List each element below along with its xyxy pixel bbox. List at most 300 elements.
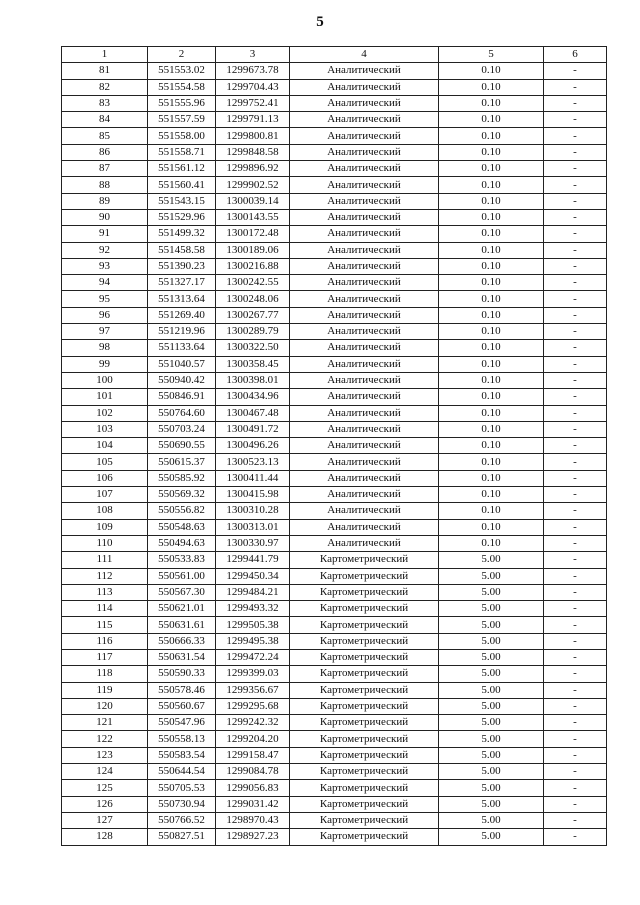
table-row <box>62 421 607 437</box>
point-number-cell: 84 <box>62 112 148 128</box>
point-number-cell: 114 <box>62 601 148 617</box>
y-coordinate-cell: 1300313.01 <box>216 519 290 535</box>
point-number-cell: 88 <box>62 177 148 193</box>
y-coordinate-cell: 1300039.14 <box>216 193 290 209</box>
method-cell: Аналитический <box>290 356 439 372</box>
accuracy-cell: 0.10 <box>439 503 544 519</box>
method-cell: Аналитический <box>290 454 439 470</box>
point-number-cell: 104 <box>62 438 148 454</box>
accuracy-cell: 5.00 <box>439 747 544 763</box>
table-row <box>62 389 607 405</box>
point-number-cell: 124 <box>62 764 148 780</box>
point-number-cell: 107 <box>62 487 148 503</box>
note-cell: - <box>544 242 607 258</box>
method-cell: Аналитический <box>290 193 439 209</box>
method-cell: Аналитический <box>290 128 439 144</box>
table-row <box>62 503 607 519</box>
y-coordinate-cell: 1299493.32 <box>216 601 290 617</box>
x-coordinate-cell: 550631.61 <box>148 617 216 633</box>
note-cell: - <box>544 552 607 568</box>
accuracy-cell: 0.10 <box>439 128 544 144</box>
note-cell: - <box>544 226 607 242</box>
y-coordinate-cell: 1300496.26 <box>216 438 290 454</box>
accuracy-cell: 0.10 <box>439 470 544 486</box>
table-row <box>62 307 607 323</box>
x-coordinate-cell: 550703.24 <box>148 421 216 437</box>
point-number-cell: 121 <box>62 715 148 731</box>
y-coordinate-cell: 1300358.45 <box>216 356 290 372</box>
y-coordinate-cell: 1300242.55 <box>216 275 290 291</box>
y-coordinate-cell: 1299752.41 <box>216 95 290 111</box>
method-cell: Аналитический <box>290 144 439 160</box>
note-cell: - <box>544 519 607 535</box>
x-coordinate-cell: 550846.91 <box>148 389 216 405</box>
note-cell: - <box>544 487 607 503</box>
y-coordinate-cell: 1300411.44 <box>216 470 290 486</box>
table-row <box>62 356 607 372</box>
note-cell: - <box>544 633 607 649</box>
point-number-cell: 81 <box>62 63 148 79</box>
note-cell: - <box>544 405 607 421</box>
accuracy-cell: 5.00 <box>439 682 544 698</box>
note-cell: - <box>544 389 607 405</box>
x-coordinate-cell: 551133.64 <box>148 340 216 356</box>
coordinates-table <box>61 46 607 846</box>
x-coordinate-cell: 551558.71 <box>148 144 216 160</box>
x-coordinate-cell: 550766.52 <box>148 812 216 828</box>
point-number-cell: 90 <box>62 209 148 225</box>
note-cell: - <box>544 128 607 144</box>
point-number-cell: 92 <box>62 242 148 258</box>
method-cell: Аналитический <box>290 177 439 193</box>
method-cell: Картометрический <box>290 568 439 584</box>
y-coordinate-cell: 1300434.96 <box>216 389 290 405</box>
header-cell-6: 6 <box>544 47 607 63</box>
table-row <box>62 112 607 128</box>
x-coordinate-cell: 550547.96 <box>148 715 216 731</box>
y-coordinate-cell: 1299204.20 <box>216 731 290 747</box>
table-row <box>62 764 607 780</box>
accuracy-cell: 0.10 <box>439 324 544 340</box>
accuracy-cell: 0.10 <box>439 161 544 177</box>
point-number-cell: 108 <box>62 503 148 519</box>
point-number-cell: 111 <box>62 552 148 568</box>
y-coordinate-cell: 1299356.67 <box>216 682 290 698</box>
y-coordinate-cell: 1300189.06 <box>216 242 290 258</box>
method-cell: Аналитический <box>290 307 439 323</box>
x-coordinate-cell: 551390.23 <box>148 258 216 274</box>
x-coordinate-cell: 550621.01 <box>148 601 216 617</box>
x-coordinate-cell: 550631.54 <box>148 649 216 665</box>
note-cell: - <box>544 372 607 388</box>
x-coordinate-cell: 551313.64 <box>148 291 216 307</box>
table-row <box>62 242 607 258</box>
method-cell: Аналитический <box>290 519 439 535</box>
note-cell: - <box>544 796 607 812</box>
note-cell: - <box>544 503 607 519</box>
y-coordinate-cell: 1299484.21 <box>216 584 290 600</box>
x-coordinate-cell: 551555.96 <box>148 95 216 111</box>
point-number-cell: 118 <box>62 666 148 682</box>
accuracy-cell: 0.10 <box>439 95 544 111</box>
header-cell-2: 2 <box>148 47 216 63</box>
y-coordinate-cell: 1299084.78 <box>216 764 290 780</box>
table-row <box>62 633 607 649</box>
x-coordinate-cell: 550561.00 <box>148 568 216 584</box>
table-row <box>62 144 607 160</box>
y-coordinate-cell: 1299896.92 <box>216 161 290 177</box>
point-number-cell: 115 <box>62 617 148 633</box>
accuracy-cell: 5.00 <box>439 666 544 682</box>
table-body <box>62 63 607 845</box>
note-cell: - <box>544 829 607 845</box>
table-row <box>62 829 607 845</box>
method-cell: Аналитический <box>290 291 439 307</box>
point-number-cell: 126 <box>62 796 148 812</box>
table-row <box>62 812 607 828</box>
x-coordinate-cell: 550558.13 <box>148 731 216 747</box>
method-cell: Аналитический <box>290 79 439 95</box>
header-cell-1: 1 <box>62 47 148 63</box>
accuracy-cell: 0.10 <box>439 438 544 454</box>
note-cell: - <box>544 438 607 454</box>
x-coordinate-cell: 550666.33 <box>148 633 216 649</box>
y-coordinate-cell: 1300322.50 <box>216 340 290 356</box>
method-cell: Аналитический <box>290 275 439 291</box>
note-cell: - <box>544 340 607 356</box>
table-row <box>62 747 607 763</box>
table-row <box>62 470 607 486</box>
note-cell: - <box>544 307 607 323</box>
method-cell: Картометрический <box>290 666 439 682</box>
method-cell: Картометрический <box>290 747 439 763</box>
x-coordinate-cell: 551499.32 <box>148 226 216 242</box>
accuracy-cell: 5.00 <box>439 780 544 796</box>
note-cell: - <box>544 161 607 177</box>
note-cell: - <box>544 95 607 111</box>
table-row <box>62 226 607 242</box>
point-number-cell: 117 <box>62 649 148 665</box>
method-cell: Картометрический <box>290 649 439 665</box>
accuracy-cell: 0.10 <box>439 291 544 307</box>
x-coordinate-cell: 550548.63 <box>148 519 216 535</box>
table-header <box>62 47 607 63</box>
table-row <box>62 568 607 584</box>
y-coordinate-cell: 1300398.01 <box>216 372 290 388</box>
accuracy-cell: 5.00 <box>439 731 544 747</box>
table-row <box>62 128 607 144</box>
table-row <box>62 340 607 356</box>
table-row <box>62 161 607 177</box>
accuracy-cell: 5.00 <box>439 698 544 714</box>
method-cell: Аналитический <box>290 226 439 242</box>
note-cell: - <box>544 177 607 193</box>
point-number-cell: 102 <box>62 405 148 421</box>
accuracy-cell: 5.00 <box>439 812 544 828</box>
y-coordinate-cell: 1299399.03 <box>216 666 290 682</box>
x-coordinate-cell: 551219.96 <box>148 324 216 340</box>
point-number-cell: 91 <box>62 226 148 242</box>
table-row <box>62 780 607 796</box>
point-number-cell: 109 <box>62 519 148 535</box>
table-row <box>62 63 607 79</box>
y-coordinate-cell: 1299158.47 <box>216 747 290 763</box>
x-coordinate-cell: 551529.96 <box>148 209 216 225</box>
x-coordinate-cell: 550578.46 <box>148 682 216 698</box>
note-cell: - <box>544 715 607 731</box>
point-number-cell: 128 <box>62 829 148 845</box>
y-coordinate-cell: 1299472.24 <box>216 649 290 665</box>
method-cell: Аналитический <box>290 470 439 486</box>
note-cell: - <box>544 324 607 340</box>
note-cell: - <box>544 601 607 617</box>
accuracy-cell: 0.10 <box>439 112 544 128</box>
x-coordinate-cell: 550940.42 <box>148 372 216 388</box>
y-coordinate-cell: 1298970.43 <box>216 812 290 828</box>
method-cell: Картометрический <box>290 552 439 568</box>
y-coordinate-cell: 1300415.98 <box>216 487 290 503</box>
table-row <box>62 372 607 388</box>
point-number-cell: 89 <box>62 193 148 209</box>
method-cell: Аналитический <box>290 535 439 551</box>
accuracy-cell: 0.10 <box>439 275 544 291</box>
x-coordinate-cell: 550556.82 <box>148 503 216 519</box>
y-coordinate-cell: 1300491.72 <box>216 421 290 437</box>
method-cell: Картометрический <box>290 812 439 828</box>
accuracy-cell: 0.10 <box>439 209 544 225</box>
point-number-cell: 93 <box>62 258 148 274</box>
table-row <box>62 258 607 274</box>
table-row <box>62 405 607 421</box>
point-number-cell: 86 <box>62 144 148 160</box>
table-row <box>62 177 607 193</box>
note-cell: - <box>544 698 607 714</box>
note-cell: - <box>544 258 607 274</box>
table-row <box>62 552 607 568</box>
note-cell: - <box>544 63 607 79</box>
method-cell: Картометрический <box>290 764 439 780</box>
header-cell-5: 5 <box>439 47 544 63</box>
point-number-cell: 85 <box>62 128 148 144</box>
table-row <box>62 487 607 503</box>
note-cell: - <box>544 780 607 796</box>
y-coordinate-cell: 1299848.58 <box>216 144 290 160</box>
x-coordinate-cell: 551560.41 <box>148 177 216 193</box>
note-cell: - <box>544 568 607 584</box>
method-cell: Аналитический <box>290 161 439 177</box>
method-cell: Картометрический <box>290 698 439 714</box>
x-coordinate-cell: 550494.63 <box>148 535 216 551</box>
x-coordinate-cell: 550827.51 <box>148 829 216 845</box>
method-cell: Аналитический <box>290 324 439 340</box>
y-coordinate-cell: 1299056.83 <box>216 780 290 796</box>
x-coordinate-cell: 551458.58 <box>148 242 216 258</box>
method-cell: Аналитический <box>290 438 439 454</box>
point-number-cell: 110 <box>62 535 148 551</box>
x-coordinate-cell: 550615.37 <box>148 454 216 470</box>
accuracy-cell: 5.00 <box>439 796 544 812</box>
point-number-cell: 96 <box>62 307 148 323</box>
note-cell: - <box>544 193 607 209</box>
method-cell: Картометрический <box>290 780 439 796</box>
x-coordinate-cell: 551269.40 <box>148 307 216 323</box>
x-coordinate-cell: 551558.00 <box>148 128 216 144</box>
point-number-cell: 87 <box>62 161 148 177</box>
point-number-cell: 97 <box>62 324 148 340</box>
point-number-cell: 112 <box>62 568 148 584</box>
note-cell: - <box>544 731 607 747</box>
x-coordinate-cell: 551553.02 <box>148 63 216 79</box>
note-cell: - <box>544 356 607 372</box>
accuracy-cell: 5.00 <box>439 568 544 584</box>
y-coordinate-cell: 1300143.55 <box>216 209 290 225</box>
x-coordinate-cell: 550560.67 <box>148 698 216 714</box>
y-coordinate-cell: 1299441.79 <box>216 552 290 568</box>
accuracy-cell: 5.00 <box>439 601 544 617</box>
table-row <box>62 454 607 470</box>
y-coordinate-cell: 1300172.48 <box>216 226 290 242</box>
accuracy-cell: 5.00 <box>439 829 544 845</box>
note-cell: - <box>544 470 607 486</box>
point-number-cell: 123 <box>62 747 148 763</box>
y-coordinate-cell: 1300310.28 <box>216 503 290 519</box>
x-coordinate-cell: 550644.54 <box>148 764 216 780</box>
point-number-cell: 125 <box>62 780 148 796</box>
y-coordinate-cell: 1300330.97 <box>216 535 290 551</box>
method-cell: Картометрический <box>290 633 439 649</box>
accuracy-cell: 0.10 <box>439 226 544 242</box>
note-cell: - <box>544 682 607 698</box>
x-coordinate-cell: 550569.32 <box>148 487 216 503</box>
y-coordinate-cell: 1300467.48 <box>216 405 290 421</box>
method-cell: Картометрический <box>290 617 439 633</box>
point-number-cell: 98 <box>62 340 148 356</box>
y-coordinate-cell: 1300289.79 <box>216 324 290 340</box>
point-number-cell: 95 <box>62 291 148 307</box>
table-row <box>62 291 607 307</box>
x-coordinate-cell: 550585.92 <box>148 470 216 486</box>
point-number-cell: 116 <box>62 633 148 649</box>
method-cell: Аналитический <box>290 389 439 405</box>
note-cell: - <box>544 112 607 128</box>
method-cell: Аналитический <box>290 503 439 519</box>
table-row <box>62 584 607 600</box>
accuracy-cell: 0.10 <box>439 519 544 535</box>
point-number-cell: 82 <box>62 79 148 95</box>
x-coordinate-cell: 550567.30 <box>148 584 216 600</box>
x-coordinate-cell: 550690.55 <box>148 438 216 454</box>
accuracy-cell: 0.10 <box>439 454 544 470</box>
point-number-cell: 105 <box>62 454 148 470</box>
y-coordinate-cell: 1299295.68 <box>216 698 290 714</box>
accuracy-cell: 0.10 <box>439 535 544 551</box>
table-row <box>62 193 607 209</box>
point-number-cell: 127 <box>62 812 148 828</box>
accuracy-cell: 0.10 <box>439 389 544 405</box>
note-cell: - <box>544 454 607 470</box>
table-row <box>62 649 607 665</box>
y-coordinate-cell: 1299031.42 <box>216 796 290 812</box>
note-cell: - <box>544 812 607 828</box>
accuracy-cell: 0.10 <box>439 307 544 323</box>
accuracy-cell: 5.00 <box>439 552 544 568</box>
table-row <box>62 95 607 111</box>
note-cell: - <box>544 275 607 291</box>
accuracy-cell: 0.10 <box>439 144 544 160</box>
y-coordinate-cell: 1299704.43 <box>216 79 290 95</box>
table-row <box>62 796 607 812</box>
method-cell: Аналитический <box>290 258 439 274</box>
x-coordinate-cell: 551040.57 <box>148 356 216 372</box>
y-coordinate-cell: 1299450.34 <box>216 568 290 584</box>
accuracy-cell: 0.10 <box>439 63 544 79</box>
accuracy-cell: 0.10 <box>439 405 544 421</box>
accuracy-cell: 5.00 <box>439 584 544 600</box>
method-cell: Картометрический <box>290 601 439 617</box>
table-row <box>62 275 607 291</box>
x-coordinate-cell: 551557.59 <box>148 112 216 128</box>
note-cell: - <box>544 617 607 633</box>
accuracy-cell: 5.00 <box>439 649 544 665</box>
point-number-cell: 101 <box>62 389 148 405</box>
method-cell: Аналитический <box>290 405 439 421</box>
note-cell: - <box>544 764 607 780</box>
point-number-cell: 103 <box>62 421 148 437</box>
table-row <box>62 715 607 731</box>
table-row <box>62 324 607 340</box>
y-coordinate-cell: 1298927.23 <box>216 829 290 845</box>
table-row <box>62 698 607 714</box>
method-cell: Аналитический <box>290 340 439 356</box>
y-coordinate-cell: 1299673.78 <box>216 63 290 79</box>
x-coordinate-cell: 551543.15 <box>148 193 216 209</box>
accuracy-cell: 0.10 <box>439 258 544 274</box>
point-number-cell: 120 <box>62 698 148 714</box>
header-row <box>62 47 607 63</box>
accuracy-cell: 0.10 <box>439 193 544 209</box>
header-cell-3: 3 <box>216 47 290 63</box>
note-cell: - <box>544 584 607 600</box>
table-row <box>62 731 607 747</box>
table-row <box>62 601 607 617</box>
note-cell: - <box>544 535 607 551</box>
accuracy-cell: 0.10 <box>439 487 544 503</box>
accuracy-cell: 5.00 <box>439 617 544 633</box>
note-cell: - <box>544 144 607 160</box>
x-coordinate-cell: 550590.33 <box>148 666 216 682</box>
method-cell: Аналитический <box>290 242 439 258</box>
table-row <box>62 209 607 225</box>
y-coordinate-cell: 1299791.13 <box>216 112 290 128</box>
method-cell: Аналитический <box>290 209 439 225</box>
method-cell: Аналитический <box>290 112 439 128</box>
header-cell-4: 4 <box>290 47 439 63</box>
method-cell: Картометрический <box>290 796 439 812</box>
note-cell: - <box>544 421 607 437</box>
accuracy-cell: 0.10 <box>439 242 544 258</box>
y-coordinate-cell: 1299800.81 <box>216 128 290 144</box>
method-cell: Картометрический <box>290 731 439 747</box>
note-cell: - <box>544 747 607 763</box>
note-cell: - <box>544 209 607 225</box>
x-coordinate-cell: 550705.53 <box>148 780 216 796</box>
point-number-cell: 83 <box>62 95 148 111</box>
note-cell: - <box>544 79 607 95</box>
x-coordinate-cell: 550533.83 <box>148 552 216 568</box>
table-row <box>62 682 607 698</box>
accuracy-cell: 5.00 <box>439 715 544 731</box>
method-cell: Картометрический <box>290 829 439 845</box>
